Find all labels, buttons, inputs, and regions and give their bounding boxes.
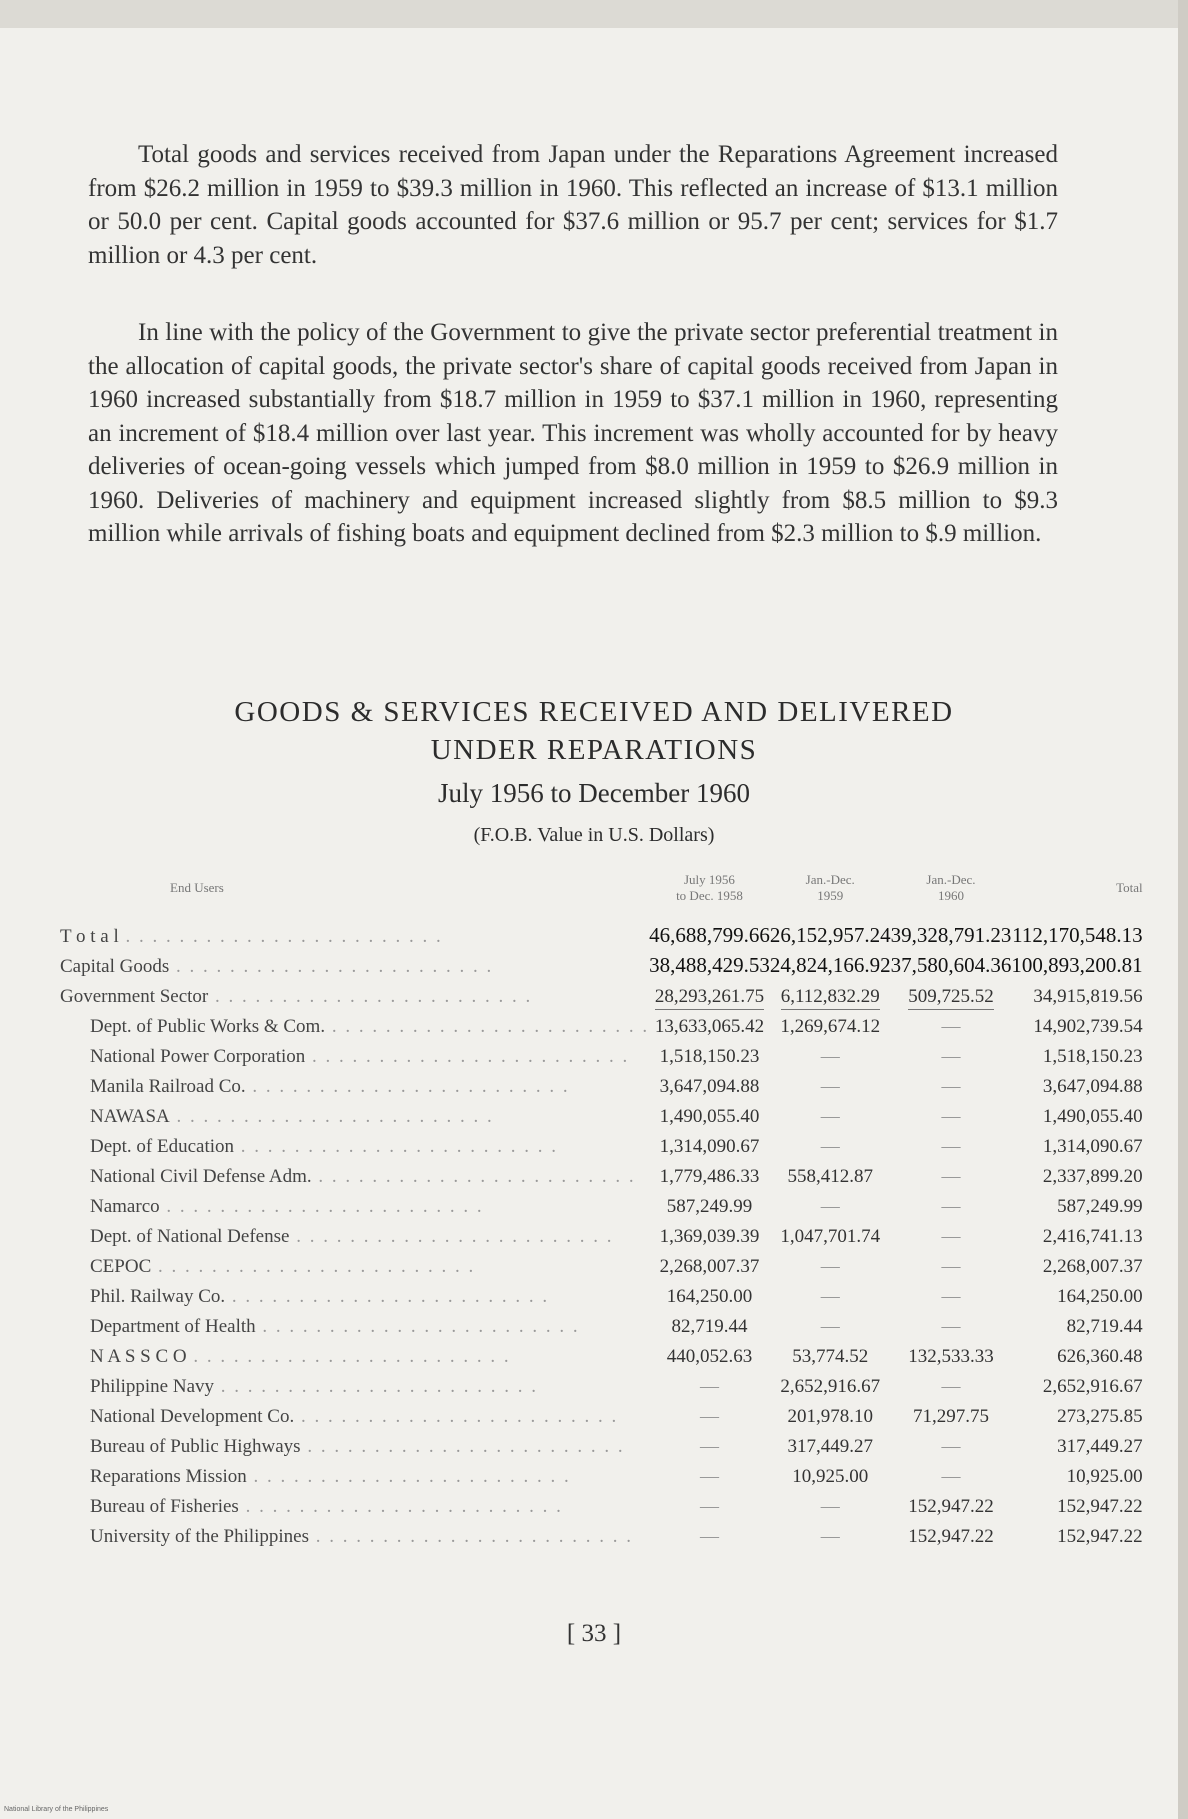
value-total xyxy=(1011,978,1152,1008)
page-number: [ 33 ] xyxy=(566,1620,622,1647)
value-1959-text: — xyxy=(820,1526,840,1547)
value-jul56-dec58-text: 46,688,799.66 xyxy=(649,923,770,947)
row-label-text: NAWASA xyxy=(90,1106,170,1127)
leader-dots: . . . . . . . . . . . . . . . . . . . . . . . . xyxy=(234,1136,559,1157)
row-label-text: Dept. of Education xyxy=(90,1136,235,1157)
row-label-cell xyxy=(60,918,649,948)
row-label-cell xyxy=(60,1218,649,1248)
table-row xyxy=(60,1008,1153,1038)
row-label-text: Bureau of Public Highways xyxy=(90,1436,301,1457)
value-jul56-dec58-text: 1,779,486.33 xyxy=(659,1166,760,1187)
value-1960-text: — xyxy=(941,1136,961,1157)
value-1959 xyxy=(770,1128,891,1158)
table-row xyxy=(60,1458,1153,1488)
table-row xyxy=(60,1068,1153,1098)
row-label-text: CEPOC xyxy=(90,1256,152,1277)
value-jul56-dec58 xyxy=(649,1518,770,1548)
table-row xyxy=(60,1158,1153,1188)
row-label-cell xyxy=(60,1038,649,1068)
value-total xyxy=(1011,1068,1152,1098)
value-1959-text: 201,978.10 xyxy=(787,1406,873,1427)
row-label-cell xyxy=(60,1008,649,1038)
row-label-text: Philippine Navy xyxy=(90,1376,215,1397)
value-1960 xyxy=(891,948,1012,978)
table-row xyxy=(60,1278,1153,1308)
value-jul56-dec58 xyxy=(649,1308,770,1338)
value-total-text: 2,416,741.13 xyxy=(1042,1226,1143,1247)
value-total xyxy=(1011,1428,1152,1458)
value-1959-text: — xyxy=(820,1496,840,1517)
value-jul56-dec58-text: 1,314,090.67 xyxy=(659,1136,760,1157)
value-jul56-dec58-text: 1,518,150.23 xyxy=(659,1046,760,1067)
value-jul56-dec58 xyxy=(649,1488,770,1518)
value-total-text: 2,268,007.37 xyxy=(1042,1256,1143,1277)
leader-dots: . . . . . . . . . . . . . . . . . . . . . . . . xyxy=(151,1256,476,1277)
row-label-cell xyxy=(60,1308,649,1338)
table-title-line2: UNDER REPARATIONS xyxy=(430,734,758,766)
value-total xyxy=(1011,1488,1152,1518)
row-label-cell xyxy=(60,1338,649,1368)
value-1960 xyxy=(891,1428,1012,1458)
row-label-cell xyxy=(60,978,649,1008)
value-jul56-dec58 xyxy=(649,1428,770,1458)
value-1960-text: — xyxy=(941,1316,961,1337)
row-label-text: National Power Corporation xyxy=(90,1046,306,1067)
value-1960 xyxy=(891,1458,1012,1488)
value-1959-text: 6,112,832.29 xyxy=(781,986,880,1010)
value-total xyxy=(1011,1338,1152,1368)
row-label xyxy=(60,1226,649,1248)
value-1960 xyxy=(891,1038,1012,1068)
reparations-table xyxy=(60,858,1153,1548)
value-1959-text: 53,774.52 xyxy=(792,1346,869,1367)
header-col2-line2: 1959 xyxy=(817,888,844,903)
value-total-text: 1,490,055.40 xyxy=(1042,1106,1143,1127)
row-label-cell xyxy=(60,1428,649,1458)
row-label xyxy=(60,986,649,1008)
row-label-text: Capital Goods xyxy=(60,956,170,977)
value-1960 xyxy=(891,1128,1012,1158)
value-1959 xyxy=(770,918,891,948)
value-jul56-dec58 xyxy=(649,1278,770,1308)
value-jul56-dec58-text: — xyxy=(699,1466,719,1487)
value-1960-text: 132,533.33 xyxy=(908,1346,994,1367)
row-label-text: Reparations Mission xyxy=(90,1466,247,1487)
value-jul56-dec58 xyxy=(649,1128,770,1158)
leader-dots: . . . . . . . . . . . . . . . . . . . . . . . . xyxy=(245,1076,570,1097)
row-label xyxy=(60,1106,649,1128)
leader-dots: . . . . . . . . . . . . . . . . . . . . . . . . xyxy=(325,1016,650,1037)
value-jul56-dec58-text: — xyxy=(699,1406,719,1427)
value-1959-text: — xyxy=(820,1256,840,1277)
value-1959 xyxy=(770,1038,891,1068)
value-total-text: 2,337,899.20 xyxy=(1042,1166,1143,1187)
value-jul56-dec58-text: — xyxy=(699,1376,719,1397)
row-label xyxy=(60,1436,649,1458)
table-title-line1: GOODS & SERVICES RECEIVED AND DELIVERED xyxy=(234,696,954,728)
value-1959 xyxy=(770,1278,891,1308)
value-jul56-dec58 xyxy=(649,918,770,948)
value-1960 xyxy=(891,1308,1012,1338)
value-jul56-dec58-text: — xyxy=(699,1526,719,1547)
value-total-text: 112,170,548.13 xyxy=(1012,923,1143,947)
value-total-text: 317,449.27 xyxy=(1057,1436,1143,1457)
value-1960-text: — xyxy=(941,1076,961,1097)
table-row xyxy=(60,1128,1153,1158)
value-total xyxy=(1011,1188,1152,1218)
value-1959 xyxy=(770,1308,891,1338)
value-1960 xyxy=(891,1098,1012,1128)
header-total: Total xyxy=(1116,880,1143,895)
leader-dots: . . . . . . . . . . . . . . . . . . . . . . . . xyxy=(294,1406,619,1427)
value-total-text: 1,314,090.67 xyxy=(1042,1136,1143,1157)
leader-dots: . . . . . . . . . . . . . . . . . . . . . . . . xyxy=(246,1466,571,1487)
value-total xyxy=(1011,1218,1152,1248)
row-label xyxy=(60,1136,649,1158)
value-1960 xyxy=(891,1338,1012,1368)
table-row xyxy=(60,978,1153,1008)
row-label-cell xyxy=(60,1068,649,1098)
value-jul56-dec58-text: 164,250.00 xyxy=(666,1286,753,1307)
value-total xyxy=(1011,1398,1152,1428)
paragraph-reparations-total: Total goods and services received from Japan under the Reparations Agreement increased from $26.2 million in 1959 to $39.3 million in 1960. This reflected an increase of $13.1 million or 50.0 per cent. Capital goods accounted for $37.6 million or 95.7 per cent; services for $1.7 million or 4.3 per cent. xyxy=(88,141,1058,269)
value-total-text: 3,647,094.88 xyxy=(1042,1076,1143,1097)
header-col1-line1: July 1956 xyxy=(684,872,735,887)
table-row xyxy=(60,1188,1153,1218)
leader-dots: . . . . . . . . . . . . . . . . . . . . . . . . xyxy=(118,926,443,947)
row-label-text: Namarco xyxy=(90,1196,160,1217)
row-label xyxy=(60,1256,649,1278)
table-row xyxy=(60,1488,1153,1518)
value-total xyxy=(1011,1008,1152,1038)
leader-dots: . . . . . . . . . . . . . . . . . . . . . . . . xyxy=(255,1316,580,1337)
value-total xyxy=(1011,1248,1152,1278)
value-jul56-dec58 xyxy=(649,948,770,978)
leader-dots: . . . . . . . . . . . . . . . . . . . . . . . . xyxy=(186,1346,511,1367)
value-total xyxy=(1011,1128,1152,1158)
value-1960-text: — xyxy=(941,1106,961,1127)
value-total xyxy=(1011,1158,1152,1188)
row-label-cell xyxy=(60,1158,649,1188)
header-col3-line2: 1960 xyxy=(937,888,964,903)
row-label xyxy=(60,1346,649,1368)
value-1959-text: — xyxy=(820,1076,840,1097)
table-row xyxy=(60,918,1153,948)
row-label-cell xyxy=(60,1398,649,1428)
value-1960 xyxy=(891,1248,1012,1278)
row-label-cell xyxy=(60,1278,649,1308)
value-1960 xyxy=(891,1008,1012,1038)
value-jul56-dec58 xyxy=(649,1188,770,1218)
row-label xyxy=(60,1526,649,1548)
table-row xyxy=(60,1338,1153,1368)
table-row xyxy=(60,1368,1153,1398)
value-1960 xyxy=(891,1398,1012,1428)
table-row xyxy=(60,1398,1153,1428)
value-1960 xyxy=(891,1488,1012,1518)
table-period: July 1956 to December 1960 xyxy=(438,778,750,808)
value-1959 xyxy=(770,948,891,978)
value-1959 xyxy=(770,1518,891,1548)
row-label-cell xyxy=(60,1488,649,1518)
value-1960-text: — xyxy=(941,1286,961,1307)
value-1959 xyxy=(770,1458,891,1488)
value-1959 xyxy=(770,1398,891,1428)
row-label-text: Dept. of National Defense xyxy=(90,1226,290,1247)
row-label xyxy=(60,1496,649,1518)
row-label-text: Department of Health xyxy=(90,1316,256,1337)
leader-dots: . . . . . . . . . . . . . . . . . . . . . . . . xyxy=(311,1166,636,1187)
value-1960 xyxy=(891,918,1012,948)
value-jul56-dec58-text: 1,490,055.40 xyxy=(659,1106,760,1127)
value-jul56-dec58 xyxy=(649,1458,770,1488)
value-total xyxy=(1011,1518,1152,1548)
table-row xyxy=(60,1098,1153,1128)
leader-dots: . . . . . . . . . . . . . . . . . . . . . . . . xyxy=(238,1496,563,1517)
value-1959 xyxy=(770,1008,891,1038)
value-jul56-dec58 xyxy=(649,1368,770,1398)
row-label-cell xyxy=(60,1518,649,1548)
value-total-text: 82,719.44 xyxy=(1066,1316,1143,1337)
value-total xyxy=(1011,1458,1152,1488)
table-body xyxy=(60,918,1153,1548)
value-total-text: 100,893,200.81 xyxy=(1011,953,1143,977)
row-label-text: Phil. Railway Co. xyxy=(90,1286,226,1307)
leader-dots: . . . . . . . . . . . . . . . . . . . . . . . . xyxy=(169,956,494,977)
value-jul56-dec58 xyxy=(649,1248,770,1278)
row-label-text: Bureau of Fisheries xyxy=(90,1496,239,1517)
value-1960-text: — xyxy=(941,1376,961,1397)
value-1959-text: 558,412.87 xyxy=(787,1166,873,1187)
table-basis: (F.O.B. Value in U.S. Dollars) xyxy=(473,824,715,846)
value-total xyxy=(1011,948,1152,978)
value-1959-text: 2,652,916.67 xyxy=(780,1376,881,1397)
value-total-text: 626,360.48 xyxy=(1057,1346,1143,1367)
value-total xyxy=(1011,1038,1152,1068)
value-jul56-dec58 xyxy=(649,978,770,1008)
header-col3 xyxy=(891,858,1012,918)
value-1960-text: — xyxy=(941,1226,961,1247)
leader-dots: . . . . . . . . . . . . . . . . . . . . . . . . xyxy=(159,1196,484,1217)
value-1960 xyxy=(891,1518,1012,1548)
row-label xyxy=(60,956,649,978)
value-total xyxy=(1011,1278,1152,1308)
row-label xyxy=(60,1166,649,1188)
leader-dots: . . . . . . . . . . . . . . . . . . . . . . . . xyxy=(225,1286,550,1307)
value-total xyxy=(1011,1308,1152,1338)
value-jul56-dec58-text: 440,052.63 xyxy=(666,1346,753,1367)
value-1960-text: — xyxy=(941,1046,961,1067)
row-label-text: National Development Co. xyxy=(90,1406,295,1427)
value-1959-text: — xyxy=(820,1196,840,1217)
value-1960 xyxy=(891,1188,1012,1218)
value-1960-text: 152,947.22 xyxy=(908,1526,994,1547)
value-jul56-dec58 xyxy=(649,1158,770,1188)
value-1959-text: 1,047,701.74 xyxy=(780,1226,881,1247)
value-jul56-dec58-text: 3,647,094.88 xyxy=(659,1076,760,1097)
value-1959-text: 10,925.00 xyxy=(792,1466,869,1487)
value-1959 xyxy=(770,1488,891,1518)
leader-dots: . . . . . . . . . . . . . . . . . . . . . . . . xyxy=(289,1226,614,1247)
value-jul56-dec58-text: 38,488,429.53 xyxy=(649,953,770,977)
value-1959-text: — xyxy=(820,1316,840,1337)
value-1960-text: 509,725.52 xyxy=(908,986,994,1010)
value-1960-text: — xyxy=(941,1166,961,1187)
value-jul56-dec58-text: 13,633,065.42 xyxy=(654,1016,765,1037)
value-total-text: 152,947.22 xyxy=(1057,1526,1143,1547)
value-1959 xyxy=(770,1188,891,1218)
value-1960 xyxy=(891,1368,1012,1398)
value-1960-text: — xyxy=(941,1016,961,1037)
row-label-text: Government Sector xyxy=(60,986,209,1007)
value-1959-text: — xyxy=(820,1286,840,1307)
row-label xyxy=(60,1316,649,1338)
value-jul56-dec58 xyxy=(649,1218,770,1248)
row-label xyxy=(60,1016,649,1038)
value-1960-text: — xyxy=(941,1466,961,1487)
value-1959-text: 24,824,166.92 xyxy=(769,953,891,977)
row-label-text: Dept. of Public Works & Com. xyxy=(90,1016,326,1037)
leader-dots: . . . . . . . . . . . . . . . . . . . . . . . . xyxy=(208,986,533,1007)
row-label-text: Manila Railroad Co. xyxy=(90,1076,246,1097)
value-1960-text: — xyxy=(941,1196,961,1217)
value-1959-text: — xyxy=(820,1136,840,1157)
value-total-text: 152,947.22 xyxy=(1057,1496,1143,1517)
leader-dots: . . . . . . . . . . . . . . . . . . . . . . . . xyxy=(309,1526,634,1547)
row-label xyxy=(60,1196,649,1218)
row-label-cell xyxy=(60,1458,649,1488)
leader-dots: . . . . . . . . . . . . . . . . . . . . . . . . xyxy=(214,1376,539,1397)
row-label-cell xyxy=(60,1098,649,1128)
row-label xyxy=(60,1286,649,1308)
value-1960 xyxy=(891,1068,1012,1098)
row-label-cell xyxy=(60,1188,649,1218)
header-col2-line1: Jan.-Dec. xyxy=(805,872,855,887)
value-jul56-dec58 xyxy=(649,1038,770,1068)
value-1959 xyxy=(770,1338,891,1368)
value-1960-text: — xyxy=(941,1256,961,1277)
value-1960 xyxy=(891,1158,1012,1188)
value-total xyxy=(1011,1368,1152,1398)
value-1959 xyxy=(770,1158,891,1188)
table-row xyxy=(60,1038,1153,1068)
value-total-text: 164,250.00 xyxy=(1057,1286,1143,1307)
value-1959 xyxy=(770,1098,891,1128)
value-1959 xyxy=(770,1068,891,1098)
value-1959-text: — xyxy=(820,1046,840,1067)
value-jul56-dec58-text: — xyxy=(699,1496,719,1517)
value-1959-text: 317,449.27 xyxy=(787,1436,873,1457)
row-label-text: N A S S C O xyxy=(90,1346,187,1367)
table-header-row xyxy=(60,858,1153,918)
value-1960-text: 39,328,791.23 xyxy=(890,923,1012,947)
value-total-text: 273,275.85 xyxy=(1057,1406,1143,1427)
value-1960 xyxy=(891,978,1012,1008)
value-1959 xyxy=(770,1428,891,1458)
row-label-cell xyxy=(60,1368,649,1398)
header-col2 xyxy=(770,858,891,918)
table-row xyxy=(60,948,1153,978)
value-total-text: 587,249.99 xyxy=(1057,1196,1143,1217)
header-col1 xyxy=(649,858,770,918)
header-col1-line2: to Dec. 1958 xyxy=(676,888,743,903)
value-jul56-dec58-text: 587,249.99 xyxy=(666,1196,753,1217)
value-total-text: 2,652,916.67 xyxy=(1042,1376,1143,1397)
row-label-cell xyxy=(60,948,649,978)
leader-dots: . . . . . . . . . . . . . . . . . . . . . . . . xyxy=(169,1106,494,1127)
row-label-text: University of the Philippines xyxy=(90,1526,310,1547)
row-label xyxy=(60,1046,649,1068)
table-row xyxy=(60,1308,1153,1338)
value-1959 xyxy=(770,1218,891,1248)
table-row xyxy=(60,1518,1153,1548)
value-1960-text: 152,947.22 xyxy=(908,1496,994,1517)
value-1959-text: 26,152,957.24 xyxy=(769,923,891,947)
value-1960 xyxy=(891,1218,1012,1248)
table-row xyxy=(60,1218,1153,1248)
value-jul56-dec58 xyxy=(649,1008,770,1038)
value-1959 xyxy=(770,978,891,1008)
row-label xyxy=(60,1406,649,1428)
value-1960 xyxy=(891,1278,1012,1308)
value-1960-text: 37,580,604.36 xyxy=(890,953,1012,977)
value-1960-text: — xyxy=(941,1436,961,1457)
value-jul56-dec58-text: 2,268,007.37 xyxy=(659,1256,760,1277)
value-total xyxy=(1011,918,1152,948)
value-total-text: 14,902,739.54 xyxy=(1033,1016,1143,1037)
header-col3-line1: Jan.-Dec. xyxy=(926,872,976,887)
row-label-cell xyxy=(60,1248,649,1278)
page-right-edge xyxy=(1178,0,1188,1819)
page-top-edge xyxy=(0,0,1188,28)
row-label-text: T o t a l xyxy=(60,926,119,947)
value-jul56-dec58-text: — xyxy=(699,1436,719,1457)
value-1959-text: 1,269,674.12 xyxy=(780,1016,881,1037)
leader-dots: . . . . . . . . . . . . . . . . . . . . . . . . xyxy=(305,1046,630,1067)
value-1960-text: 71,297.75 xyxy=(912,1406,989,1427)
row-label xyxy=(60,1376,649,1398)
value-total-text: 34,915,819.56 xyxy=(1033,986,1143,1007)
row-label xyxy=(60,1466,649,1488)
value-total xyxy=(1011,1098,1152,1128)
table-row xyxy=(60,1428,1153,1458)
value-jul56-dec58-text: 28,293,261.75 xyxy=(655,986,764,1010)
value-jul56-dec58 xyxy=(649,1398,770,1428)
value-1959 xyxy=(770,1248,891,1278)
value-1959 xyxy=(770,1368,891,1398)
footer-note: National Library of the Philippines xyxy=(4,1806,109,1813)
value-jul56-dec58 xyxy=(649,1068,770,1098)
row-label xyxy=(60,1076,649,1098)
paragraph-private-sector: In line with the policy of the Government to give the private sector preferential treatment in the allocation of capital goods, the private sector's share of capital goods received from Japan in 1960 increased substantially from $18.7 million in 1959 to $37.1 million in 1960, representing an increment of $18.4 million over last year. This increment was wholly accounted for by heavy deliveries of ocean-going vessels which jumped from $8.0 million in 1959 to $26.9 million in 1960. Deliveries of machinery and equipment increased slightly from $8.5 million to $9.3 million while arrivals of fishing boats and equipment declined from $2.3 million to $.9 million. xyxy=(88,319,1058,547)
row-label-cell xyxy=(60,1128,649,1158)
leader-dots: . . . . . . . . . . . . . . . . . . . . . . . . xyxy=(300,1436,625,1457)
value-total-text: 10,925.00 xyxy=(1066,1466,1143,1487)
value-jul56-dec58 xyxy=(649,1098,770,1128)
value-jul56-dec58-text: 1,369,039.39 xyxy=(659,1226,760,1247)
value-jul56-dec58 xyxy=(649,1338,770,1368)
value-1959-text: — xyxy=(820,1106,840,1127)
header-end-users: End Users xyxy=(170,880,224,895)
value-total-text: 1,518,150.23 xyxy=(1042,1046,1143,1067)
row-label-text: National Civil Defense Adm. xyxy=(90,1166,312,1187)
row-label xyxy=(60,926,649,948)
value-jul56-dec58-text: 82,719.44 xyxy=(671,1316,748,1337)
table-row xyxy=(60,1248,1153,1278)
